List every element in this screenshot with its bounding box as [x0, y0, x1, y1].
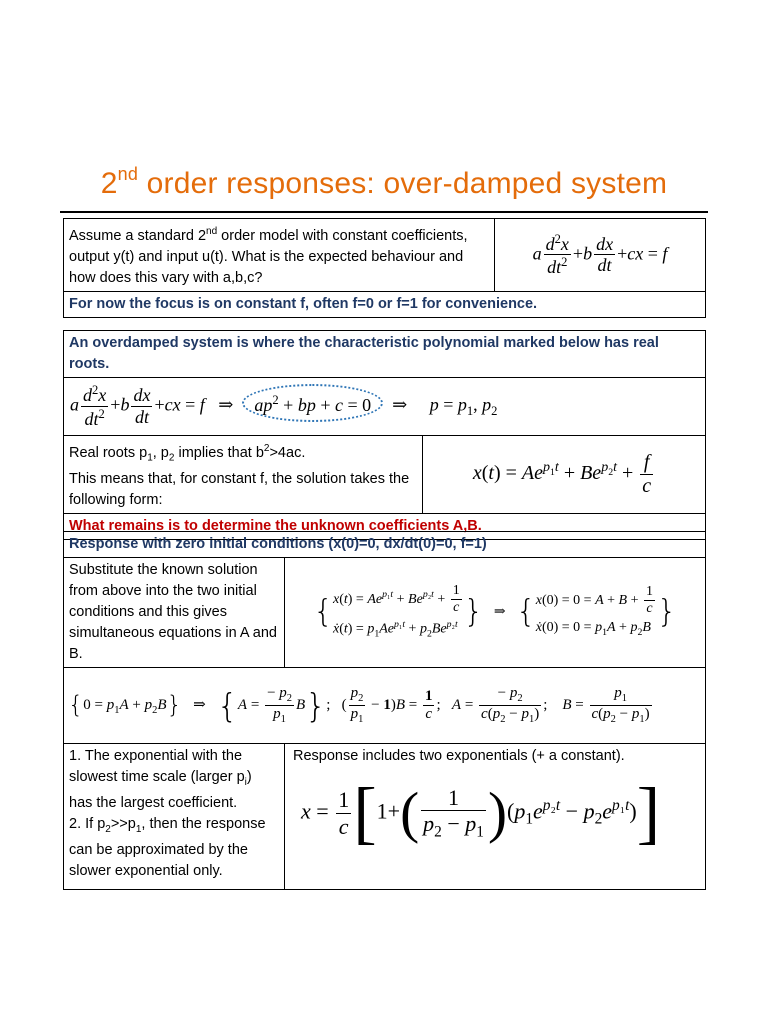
general-solution: $x(t) = Ae^{p_1t} + Be^{p_2t}$ + $\frac{f}{c}$: [423, 436, 706, 514]
characteristic-polynomial-highlight: $ap^2$ + bp + c = 0: [242, 384, 383, 422]
initial-condition-equations: {$x(t) = Ae^{p_1t} + Be^{p_2t}$ + $\frac{1}{c}$ ẋ(t) = $p_1Ae^{p_1t} + p_2Be^{p_2t}$ } ⇒ {x(0) = 0 = A + B + $\frac{1}{c}$ ẋ(0) = $0 = p_1A + p_2B$ }: [285, 558, 706, 668]
response-equation: x = $\frac{1}{c}$ [1+( $\frac{1}{p_2 - p_1}$ )$(p_1e^{p_2t} - p_2e^{p_1t})$]: [301, 773, 661, 852]
response-description: Response includes two exponentials (+ a constant).: [293, 748, 625, 764]
response-cell: [285, 744, 706, 890]
remaining-task: What remains is to determine the unknown coefficients A,B.: [64, 513, 706, 539]
overdamped-box: [63, 330, 706, 540]
model-box: [63, 218, 706, 318]
zero-ic-box: [63, 531, 706, 890]
overdamped-intro: An overdamped system is where the characteristic polynomial marked below has real roots.: [64, 331, 706, 378]
characteristic-equation: a $\frac{d^2x}{dt^2}$ +b $\frac{dx}{dt}$ +cx = f ⇒ $ap^2$ + bp + c = 0 ⇒ $p = p_1$, $p_2$: [64, 378, 706, 436]
substitute-text: Substitute the known solution from above into the two initial conditions and this gives simultaneous equations in A and B.: [64, 558, 285, 668]
zero-ic-heading: Response with zero initial conditions (x(0)=0, dx/dt(0)=0, f=1): [64, 532, 706, 558]
model-description: Assume a standard 2nd order model with constant coefficients, output y(t) and input u(t). What is the expected behaviour and how does this vary with a,b,c?: [64, 219, 495, 292]
focus-note: For now the focus is on constant f, often f=0 or f=1 for convenience.: [64, 291, 706, 317]
observations-text: 1. The exponential with the slowest time scale (larger $p_i$) has the largest coefficient. 2. If $p_2>>p_1$, then the response can be approximated by the slower exponential only.: [64, 744, 285, 890]
real-roots-text: Real roots $p_1$, $p_2$ implies that $b^2>4ac$. This means that, for constant f, the solution takes the following form:: [64, 436, 423, 514]
title-underline: [60, 211, 708, 213]
coefficient-derivation: $\{0 = p_1A + p_2B\}$ ⇒ {A = $\frac{- p_2}{p_1}$ B}; ( $\frac{p_2}{p_1}$ − 1)B = $\frac{1}{c}$ ; A = $\frac{- p_2}{c(p_2 - p_1)}$ ; B = $\frac{p_1}{c(p_2 - p_1)}$: [64, 668, 706, 744]
page-title: 2nd order responses: over-damped system: [100, 164, 668, 200]
model-equation: a $\frac{d^2x}{dt^2}$ +b $\frac{dx}{dt}$ +cx = f: [495, 219, 706, 292]
